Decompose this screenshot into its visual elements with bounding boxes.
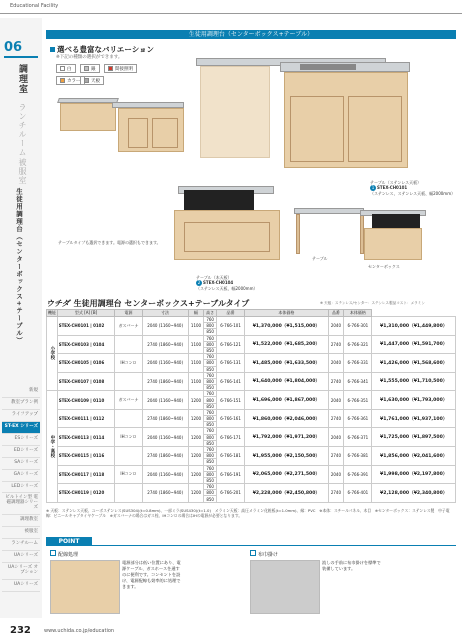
code-cell: 6-766-301 — [344, 317, 372, 336]
footnote: ※ 天板：ステンレス天板、ユーボステンレス(SUS304)(t=0.8mm)、一部ミラ(SUS430)(t=1.0) メラミン天板：高圧メラミン化粧板(t=1.0mm)、縁：PVC ※本体：スチールパネル、木目 ※センターボックス：ステンレス製 中子電線：ビニールキャブタイヤケーブル ※ガスバーナの場合はガス栓、IHコンロの場合はIHの電源が必要となります。 — [46, 508, 450, 519]
height-cell: 760 — [204, 391, 217, 397]
number-badge-icon: 1 — [371, 185, 375, 191]
table-header: 本体価格 — [344, 310, 372, 317]
variation-subtitle: ※下記の種類の選択ができます。 — [56, 55, 123, 60]
height-cell: 850 — [204, 329, 217, 335]
chapter-sub-1: ランチルーム — [18, 103, 27, 157]
width-cell: 1100 — [188, 354, 204, 373]
power-cell — [115, 409, 142, 428]
footer-url: www.uchida.co.jp/education — [44, 628, 115, 634]
sidebar-item[interactable]: ESシリーズ — [2, 434, 40, 446]
code-cell: 6-766-201 — [216, 484, 244, 503]
sidebar-item[interactable]: 被服室 — [2, 527, 40, 539]
page-number: 232 — [10, 625, 31, 636]
callout-1-title: テーブル（ステンレス天板） — [370, 180, 422, 185]
table-row — [47, 409, 456, 415]
table-header: 寸法 — [142, 310, 188, 317]
height-cell: 760 — [204, 409, 217, 415]
sidebar-item[interactable]: EDシリーズ — [2, 446, 40, 458]
model-cell: STEX-CH0103 | 0104 — [57, 335, 115, 354]
chapter-divider — [4, 56, 38, 58]
power-cell — [115, 446, 142, 465]
price-cell: ¥1,725,000（¥1,897,500） — [372, 428, 456, 447]
table-header: 電源 — [115, 310, 142, 317]
sidebar-item[interactable]: GAシリーズ — [2, 470, 40, 482]
height-cell: 800 — [204, 490, 217, 496]
price-cell: ¥1,761,000（¥1,937,100） — [372, 409, 456, 428]
width-cell: 1200 — [188, 465, 204, 484]
product-title-text: 生徒用調理台 センターボックス+テーブルタイプ — [73, 299, 250, 308]
variation-option-label: 間接照明 — [115, 66, 133, 72]
variation-option-label: 天板 — [91, 78, 100, 84]
size-cell: 2740 (1860~940) — [142, 372, 188, 391]
sidebar-item[interactable]: UAシリーズ オプション — [2, 563, 40, 580]
price-cell: ¥1,998,000（¥2,197,800） — [372, 465, 456, 484]
size-cell: 2740 (1860~940) — [142, 409, 188, 428]
power-cell: IHコンロ — [115, 354, 142, 373]
size-cell: 2040 (1160~940) — [142, 354, 188, 373]
color-swatch-icon — [60, 66, 65, 71]
color-swatch-icon — [108, 66, 113, 71]
callout-1 — [370, 180, 455, 196]
product-title — [46, 298, 249, 309]
price-cell: ¥1,522,000（¥1,685,200） — [245, 335, 329, 354]
table-group-label: 小学校 — [49, 346, 55, 360]
point-label: POINT — [46, 537, 92, 546]
sidebar — [0, 18, 42, 618]
section-title: 生徒用調理台（センターボックス+テーブル） — [15, 188, 23, 345]
sidebar-item[interactable]: ライフアップ — [2, 410, 40, 422]
point-item-1-photo — [50, 560, 120, 614]
cabinet-door — [290, 96, 344, 162]
width-cell: 2740 — [328, 372, 344, 391]
sidebar-item[interactable]: ビルトイン型 電磁調理器シリーズ — [2, 493, 40, 515]
table-group-cell — [47, 391, 58, 502]
sidebar-item[interactable]: 教室プラン例 — [2, 398, 40, 410]
power-cell — [115, 484, 142, 503]
height-cell: 800 — [204, 471, 217, 477]
width-cell: 2040 — [328, 354, 344, 373]
sidebar-nav — [2, 386, 40, 592]
point-item-2-photo — [250, 560, 320, 614]
height-cell: 800 — [204, 397, 217, 403]
power-cell: IHコンロ — [115, 428, 142, 447]
sidebar-item[interactable]: UAシリーズ — [2, 580, 40, 592]
table-row — [47, 391, 456, 397]
size-cell: 2040 (1160~940) — [142, 465, 188, 484]
width-cell: 1200 — [188, 428, 204, 447]
color-swatch-icon — [84, 78, 89, 83]
spec-table — [46, 309, 456, 503]
point-item-2-text: 流しの手前に布巾掛けを標準で装備しています。 — [322, 560, 381, 572]
table-header: 幅 — [188, 310, 204, 317]
cabinet-body — [364, 228, 422, 260]
price-cell: ¥2,228,000（¥2,450,800） — [245, 484, 329, 503]
sidebar-item[interactable]: ランチルーム — [2, 539, 40, 551]
power-cell: ガスバーナ — [115, 391, 142, 410]
code-cell: 6-766-181 — [216, 446, 244, 465]
callout-2-model: STEX-CH0104 — [203, 280, 234, 286]
height-cell: 760 — [204, 335, 217, 341]
code-cell: 6-766-351 — [344, 391, 372, 410]
size-cell: 2040 (1160~940) — [142, 391, 188, 410]
callout-2-spec: （ステンレス天板、幅2000mm） — [196, 286, 258, 292]
table-row — [47, 446, 456, 452]
color-swatch-icon — [84, 66, 89, 71]
height-cell: 800 — [204, 453, 217, 459]
model-cell: STEX-CH0101 | 0102 — [57, 317, 115, 336]
left-note: テーブルタイプも選択できます。電源の選択もできます。 — [58, 240, 161, 245]
height-cell: 850 — [204, 366, 217, 372]
sidebar-item[interactable]: LEDシリーズ — [2, 482, 40, 494]
variation-option-label: カラー — [67, 78, 81, 84]
height-cell: 800 — [204, 323, 217, 329]
table-header: 高さ — [204, 310, 217, 317]
table-leg — [200, 66, 270, 158]
size-cell: 2740 (1860~940) — [142, 484, 188, 503]
code-cell: 6-766-361 — [344, 409, 372, 428]
label-center-box: センターボックス — [368, 264, 400, 269]
sidebar-item[interactable]: UAシリーズ — [2, 551, 40, 563]
model-cell: STEX-CH0115 | 0116 — [57, 446, 115, 465]
height-cell: 850 — [204, 496, 217, 502]
table-row — [47, 335, 456, 341]
point-bar — [46, 537, 456, 546]
sidebar-item[interactable]: ST-EX シリーズ — [2, 422, 40, 434]
height-cell: 760 — [204, 446, 217, 452]
table-header: 品番 — [328, 310, 344, 317]
width-cell: 1200 — [188, 391, 204, 410]
point-item-1 — [50, 550, 184, 616]
table-group-label: 中学・高校 — [49, 434, 55, 458]
point-item-2 — [250, 550, 384, 616]
price-cell: ¥1,426,000（¥1,568,600） — [372, 354, 456, 373]
size-cell: 2740 (1860~940) — [142, 446, 188, 465]
width-cell: 2040 — [328, 391, 344, 410]
height-cell: 760 — [204, 484, 217, 490]
point-item-1-title: 配線処理 — [50, 550, 184, 558]
size-cell: 2040 (1160~940) — [142, 428, 188, 447]
price-cell: ¥1,485,000（¥1,633,500） — [245, 354, 329, 373]
variation-option — [104, 64, 137, 73]
price-cell: ¥1,310,000（¥1,449,800） — [372, 317, 456, 336]
code-cell: 6-766-101 — [216, 317, 244, 336]
variation-option — [80, 64, 100, 73]
model-cell: STEX-CH0119 | 0120 — [57, 484, 115, 503]
table-row — [47, 354, 456, 360]
price-cell: ¥1,555,000（¥1,710,500） — [372, 372, 456, 391]
table-header-group: 機能 — [47, 310, 56, 315]
point-item-1-text: 電源部分は低い位置にあり、電源ケーブル、ガスホースを通すのに便利です。コンセントを設け、電源配線も効率的に処理できます。 — [122, 560, 181, 590]
sidebar-item[interactable]: 新規 — [2, 386, 40, 398]
power-cell: IHコンロ — [115, 465, 142, 484]
table-row — [47, 428, 456, 434]
height-cell: 800 — [204, 378, 217, 384]
price-cell: ¥1,792,000（¥1,971,200） — [245, 428, 329, 447]
height-cell: 760 — [204, 428, 217, 434]
sidebar-item[interactable]: SAシリーズ — [2, 458, 40, 470]
number-badge-icon: 2 — [197, 280, 201, 286]
price-cell: ¥1,860,000（¥2,046,000） — [245, 409, 329, 428]
cabinet-door — [152, 118, 178, 148]
height-cell: 760 — [204, 465, 217, 471]
chapter-number: 06 — [4, 40, 23, 55]
price-cell: ¥2,128,000（¥2,340,800） — [372, 484, 456, 503]
table-header: 本体価格 — [245, 310, 329, 317]
code-cell: 6-766-331 — [344, 354, 372, 373]
code-cell: 6-766-161 — [216, 409, 244, 428]
model-cell: STEX-CH0107 | 0108 — [57, 372, 115, 391]
height-cell: 800 — [204, 434, 217, 440]
code-cell: 6-766-321 — [344, 335, 372, 354]
height-cell: 850 — [204, 477, 217, 483]
sidebar-item[interactable]: 調理教室 — [2, 515, 40, 527]
variation-option-label: 銀 — [91, 66, 96, 72]
price-cell: ¥1,370,000（¥1,515,000） — [245, 317, 329, 336]
height-cell: 850 — [204, 385, 217, 391]
height-cell: 850 — [204, 422, 217, 428]
height-cell: 850 — [204, 459, 217, 465]
height-cell: 800 — [204, 416, 217, 422]
code-cell: 6-766-371 — [344, 428, 372, 447]
chapter-sub-2: 被服室 — [18, 158, 27, 185]
callout-2 — [196, 275, 257, 291]
width-cell: 1100 — [188, 317, 204, 336]
code-cell: 6-766-151 — [216, 391, 244, 410]
width-cell: 1200 — [188, 409, 204, 428]
cabinet-door — [184, 222, 270, 252]
top-bar-label: Educational Facility — [10, 3, 59, 9]
callout-1-model: STEX-CH0101 — [377, 185, 408, 191]
table-row — [47, 484, 456, 490]
price-cell: ¥1,955,000（¥2,150,500） — [245, 446, 329, 465]
size-cell: 2740 (1860~940) — [142, 335, 188, 354]
height-cell: 760 — [204, 372, 217, 378]
model-cell: STEX-CH0109 | 0110 — [57, 391, 115, 410]
table-row — [47, 465, 456, 471]
ih-hob — [184, 190, 254, 212]
code-cell: 6-766-391 — [344, 465, 372, 484]
table-header: 品番 — [216, 310, 244, 317]
power-cell — [115, 335, 142, 354]
width-cell: 2740 — [328, 484, 344, 503]
height-cell: 850 — [204, 403, 217, 409]
model-cell: STEX-CH0105 | 0106 — [57, 354, 115, 373]
width-cell: 2740 — [328, 335, 344, 354]
width-cell: 1100 — [188, 335, 204, 354]
code-cell: 6-766-341 — [344, 372, 372, 391]
code-cell: 6-766-401 — [344, 484, 372, 503]
cabinet-door — [348, 96, 402, 162]
sink — [300, 64, 356, 70]
code-cell: 6-766-381 — [344, 446, 372, 465]
power-cell — [115, 372, 142, 391]
price-cell: ¥1,630,000（¥1,793,000） — [372, 391, 456, 410]
variation-option-label: 白 — [67, 66, 72, 72]
height-cell: 800 — [204, 360, 217, 366]
variation-option — [80, 76, 104, 85]
code-cell: 6-766-191 — [216, 465, 244, 484]
product-note: ※ 天板：ステンレス/センター：ステンレス製品コスト：メラミン — [320, 301, 425, 305]
callout-2-title: テーブル（木天板） — [196, 275, 232, 280]
width-cell: 2040 — [328, 465, 344, 484]
table-leg — [296, 214, 300, 254]
price-cell: ¥1,696,000（¥1,867,000） — [245, 391, 329, 410]
height-cell: 760 — [204, 354, 217, 360]
width-cell: 2040 — [328, 317, 344, 336]
model-cell: STEX-CH0113 | 0114 — [57, 428, 115, 447]
code-cell: 6-766-121 — [216, 335, 244, 354]
width-cell: 2740 — [328, 446, 344, 465]
table-header: 型式 [A] [B] — [57, 310, 115, 317]
code-cell: 6-766-131 — [216, 354, 244, 373]
table-group-cell — [47, 317, 58, 391]
price-cell: ¥1,856,000（¥2,041,600） — [372, 446, 456, 465]
brand-logo: ウチダ — [46, 299, 70, 308]
table-row — [47, 317, 456, 323]
point-item-2-title: 布巾掛け — [250, 550, 384, 558]
color-swatch-icon — [60, 78, 65, 83]
height-cell: 850 — [204, 347, 217, 353]
height-cell: 760 — [204, 317, 217, 323]
code-cell: 6-766-171 — [216, 428, 244, 447]
header-band: 生徒用調理台（センターボックス+テーブル） — [46, 30, 456, 39]
width-cell: 2740 — [328, 409, 344, 428]
variation-option — [56, 64, 76, 73]
height-cell: 850 — [204, 440, 217, 446]
width-cell: 1200 — [188, 446, 204, 465]
cabinet-door — [128, 118, 148, 148]
model-cell: STEX-CH0117 | 0118 — [57, 465, 115, 484]
variation-title: 選べる豊富なバリエーション — [50, 44, 154, 55]
table-top — [294, 208, 364, 214]
code-cell: 6-766-141 — [216, 372, 244, 391]
table-body — [60, 103, 116, 131]
table-row — [47, 372, 456, 378]
width-cell: 2040 — [328, 428, 344, 447]
label-table: テーブル — [312, 256, 328, 261]
price-cell: ¥2,065,000（¥2,271,500） — [245, 465, 329, 484]
width-cell: 1200 — [188, 484, 204, 503]
price-cell: ¥1,640,000（¥1,804,000） — [245, 372, 329, 391]
power-cell: ガスバーナ — [115, 317, 142, 336]
top-bar — [0, 0, 462, 14]
height-cell: 800 — [204, 341, 217, 347]
model-cell: STEX-CH0111 | 0112 — [57, 409, 115, 428]
width-cell: 1100 — [188, 372, 204, 391]
size-cell: 2040 (1160~940) — [142, 317, 188, 336]
chapter-title: 調理室 — [17, 64, 27, 94]
price-cell: ¥1,447,000（¥1,591,700） — [372, 335, 456, 354]
callout-1-spec: （ステンレス、ステンレス天板、幅2000mm） — [370, 191, 456, 197]
